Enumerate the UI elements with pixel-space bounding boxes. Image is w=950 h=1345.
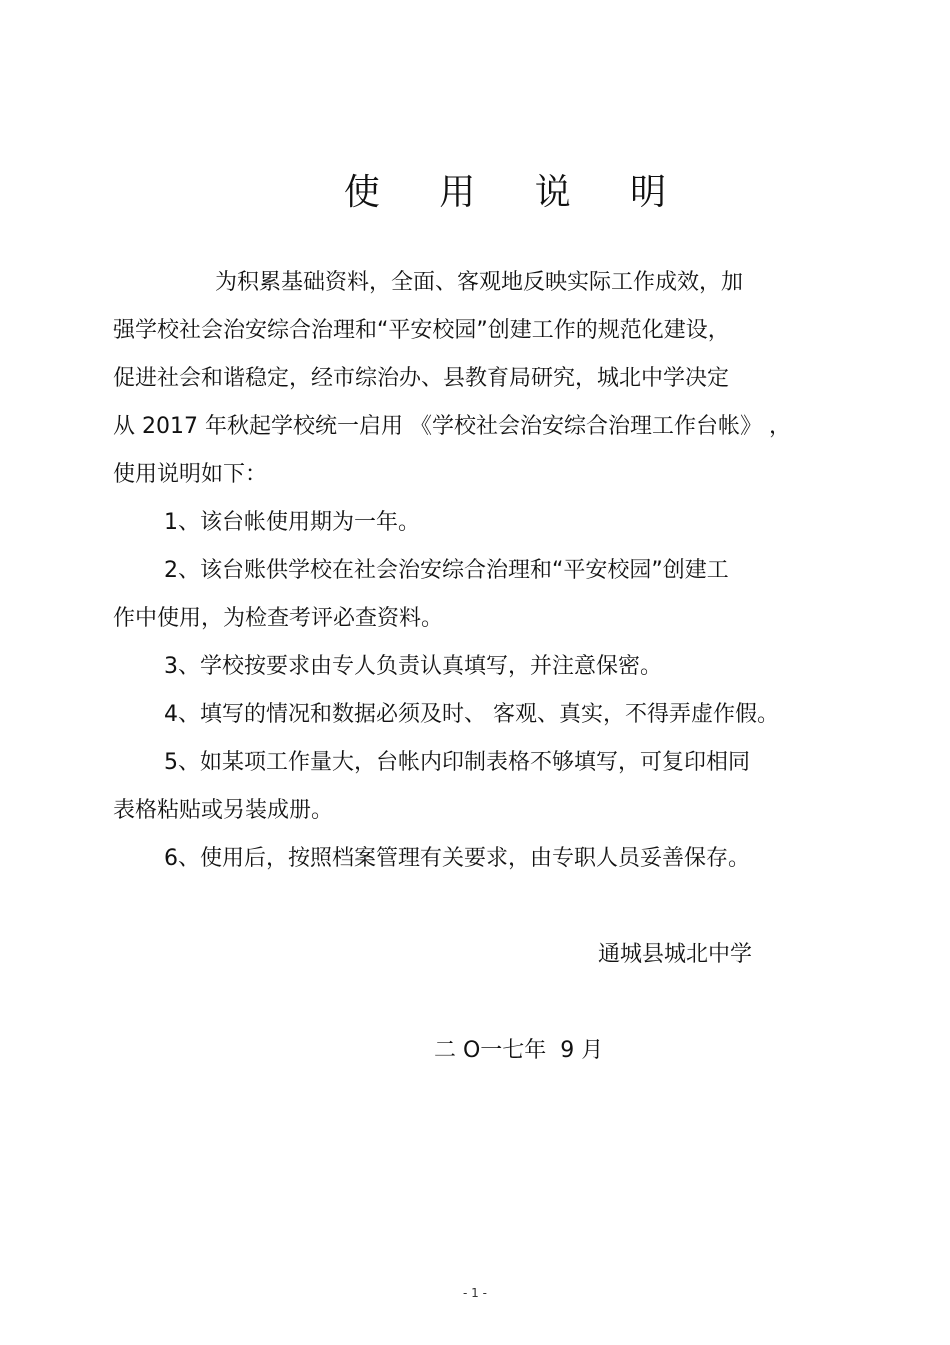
list-item-6: 6、使用后，按照档案管理有关要求，由专职人员妥善保存。: [164, 846, 750, 871]
list-item-4: 4、填写的情况和数据必须及时、 客观、真实，不得弄虚作假。: [164, 702, 779, 727]
list-item-1: 1、该台帐使用期为一年。: [164, 510, 420, 535]
intro-line-5: 使用说明如下：: [113, 462, 268, 487]
list-item-2-line-1: 2、该台账供学校在社会治安综合治理和“平安校园”创建工: [164, 558, 729, 583]
list-item-2-line-2: 作中使用，为检查考评必查资料。: [113, 606, 444, 631]
signature: 通城县城北中学: [598, 942, 753, 967]
list-item-5-line-2: 表格粘贴或另装成册。: [113, 798, 334, 823]
document-date: 二 O一七年 9 月: [434, 1038, 604, 1063]
intro-line-2: 强学校社会治安综合治理和“平安校园”创建工作的规范化建设，: [113, 318, 730, 343]
page-number: - 1 -: [463, 1286, 487, 1300]
intro-line-1: 为积累基础资料，全面、客观地反映实际工作成效，加: [215, 270, 744, 295]
intro-line-3: 促进社会和谐稳定，经市综治办、县教育局研究，城北中学决定: [113, 366, 730, 391]
list-item-5-line-1: 5、如某项工作量大，台帐内印制表格不够填写，可复印相同: [164, 750, 750, 775]
list-item-3: 3、学校按要求由专人负责认真填写，并注意保密。: [164, 654, 662, 679]
document-title: 使 用 说 明: [343, 172, 691, 213]
intro-line-4: 从 2017 年秋起学校统一启用 《学校社会治安综合治理工作台帐》 ，: [113, 414, 791, 439]
